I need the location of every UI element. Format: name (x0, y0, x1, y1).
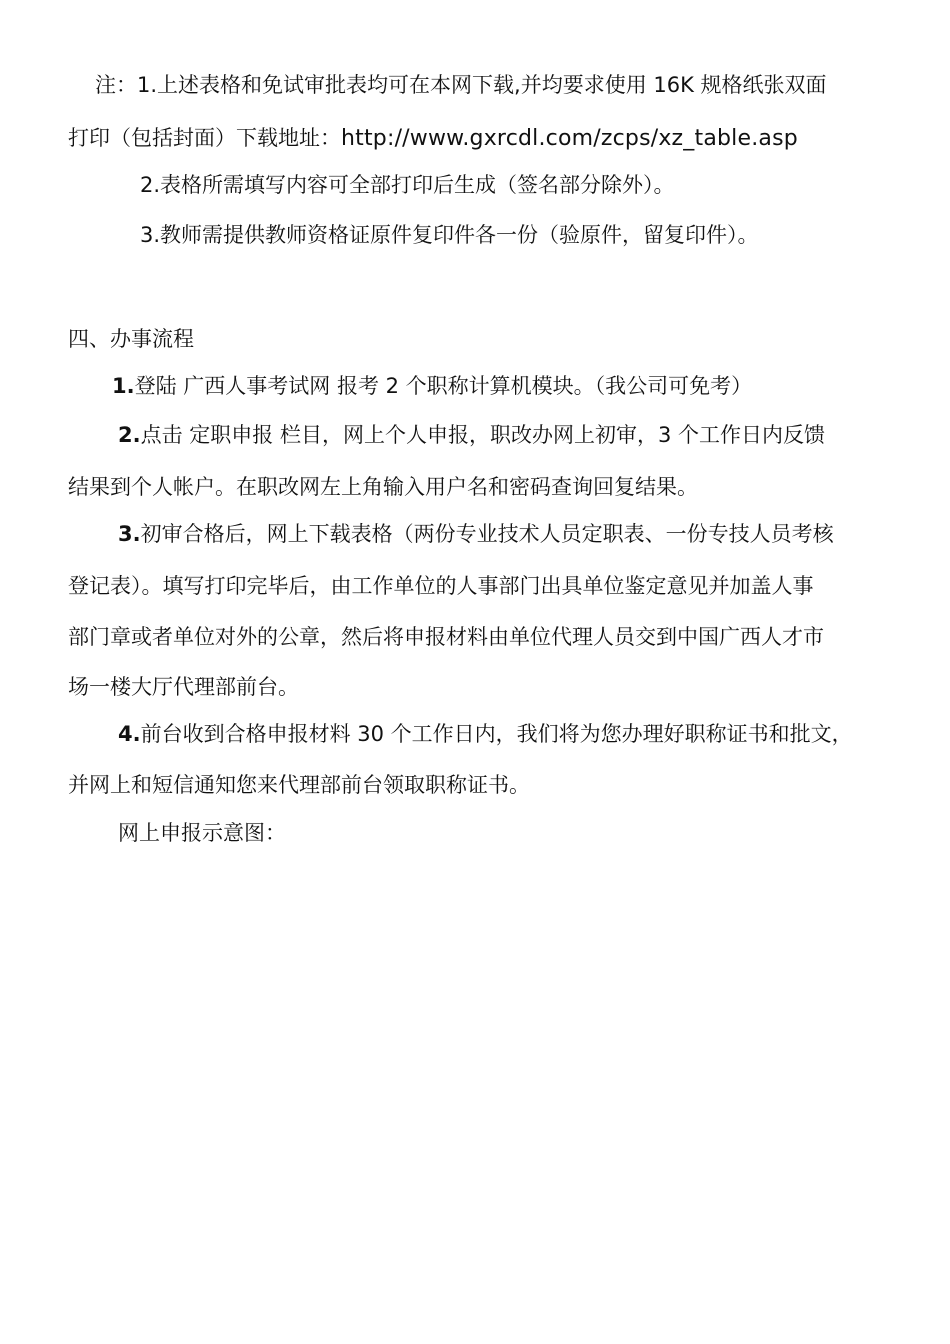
note-item-2: 2.表格所需填写内容可全部打印后生成（签名部分除外）。 (140, 173, 675, 197)
note-line-2 (68, 124, 798, 153)
figure-caption: 网上申报示意图： (118, 821, 286, 845)
step-3-text: 初审合格后，网上下载表格（两份专业技术人员定职表、一份专技人员考核 (140, 522, 834, 546)
step-4-number: 4. (118, 722, 141, 746)
step-3-line-2: 登记表）。填写打印完毕后，由工作单位的人事部门出具单位鉴定意见并加盖人事 (68, 574, 814, 598)
step-2-line-2: 结果到个人帐户。在职改网左上角输入用户名和密码查询回复结果。 (68, 475, 698, 499)
note-item-3: 3.教师需提供教师资格证原件复印件各一份（验原件，留复印件）。 (140, 223, 759, 247)
step-1-number: 1. (112, 374, 135, 398)
step-2-line-1 (118, 421, 825, 449)
step-4-text: 前台收到合格申报材料 30 个工作日内，我们将为您办理好职称证书和批文， (140, 722, 853, 746)
note-line-2-prefix: 打印（包括封面）下载地址： (68, 126, 341, 150)
download-url-link[interactable]: http://www.gxrcdl.com/zcps/xz_table.asp (341, 126, 798, 151)
step-3-line-1 (118, 520, 834, 548)
note-line-1: 注：1.上述表格和免试审批表均可在本网下载,并均要求使用 16K 规格纸张双面 (95, 73, 827, 97)
step-1-line-1 (112, 372, 752, 400)
step-3-number: 3. (118, 522, 141, 546)
step-2-number: 2. (118, 423, 141, 447)
section-heading: 四、办事流程 (68, 327, 194, 351)
step-4-line-1 (118, 720, 853, 748)
step-1-text: 登陆 广西人事考试网 报考 2 个职称计算机模块。（我公司可免考） (134, 374, 753, 398)
step-4-line-2: 并网上和短信通知您来代理部前台领取职称证书。 (68, 773, 530, 797)
step-3-line-4: 场一楼大厅代理部前台。 (68, 675, 299, 699)
step-3-line-3: 部门章或者单位对外的公章，然后将申报材料由单位代理人员交到中国广西人才市 (68, 625, 824, 649)
step-2-text: 点击 定职申报 栏目，网上个人申报，职改办网上初审，3 个工作日内反馈 (140, 423, 825, 447)
